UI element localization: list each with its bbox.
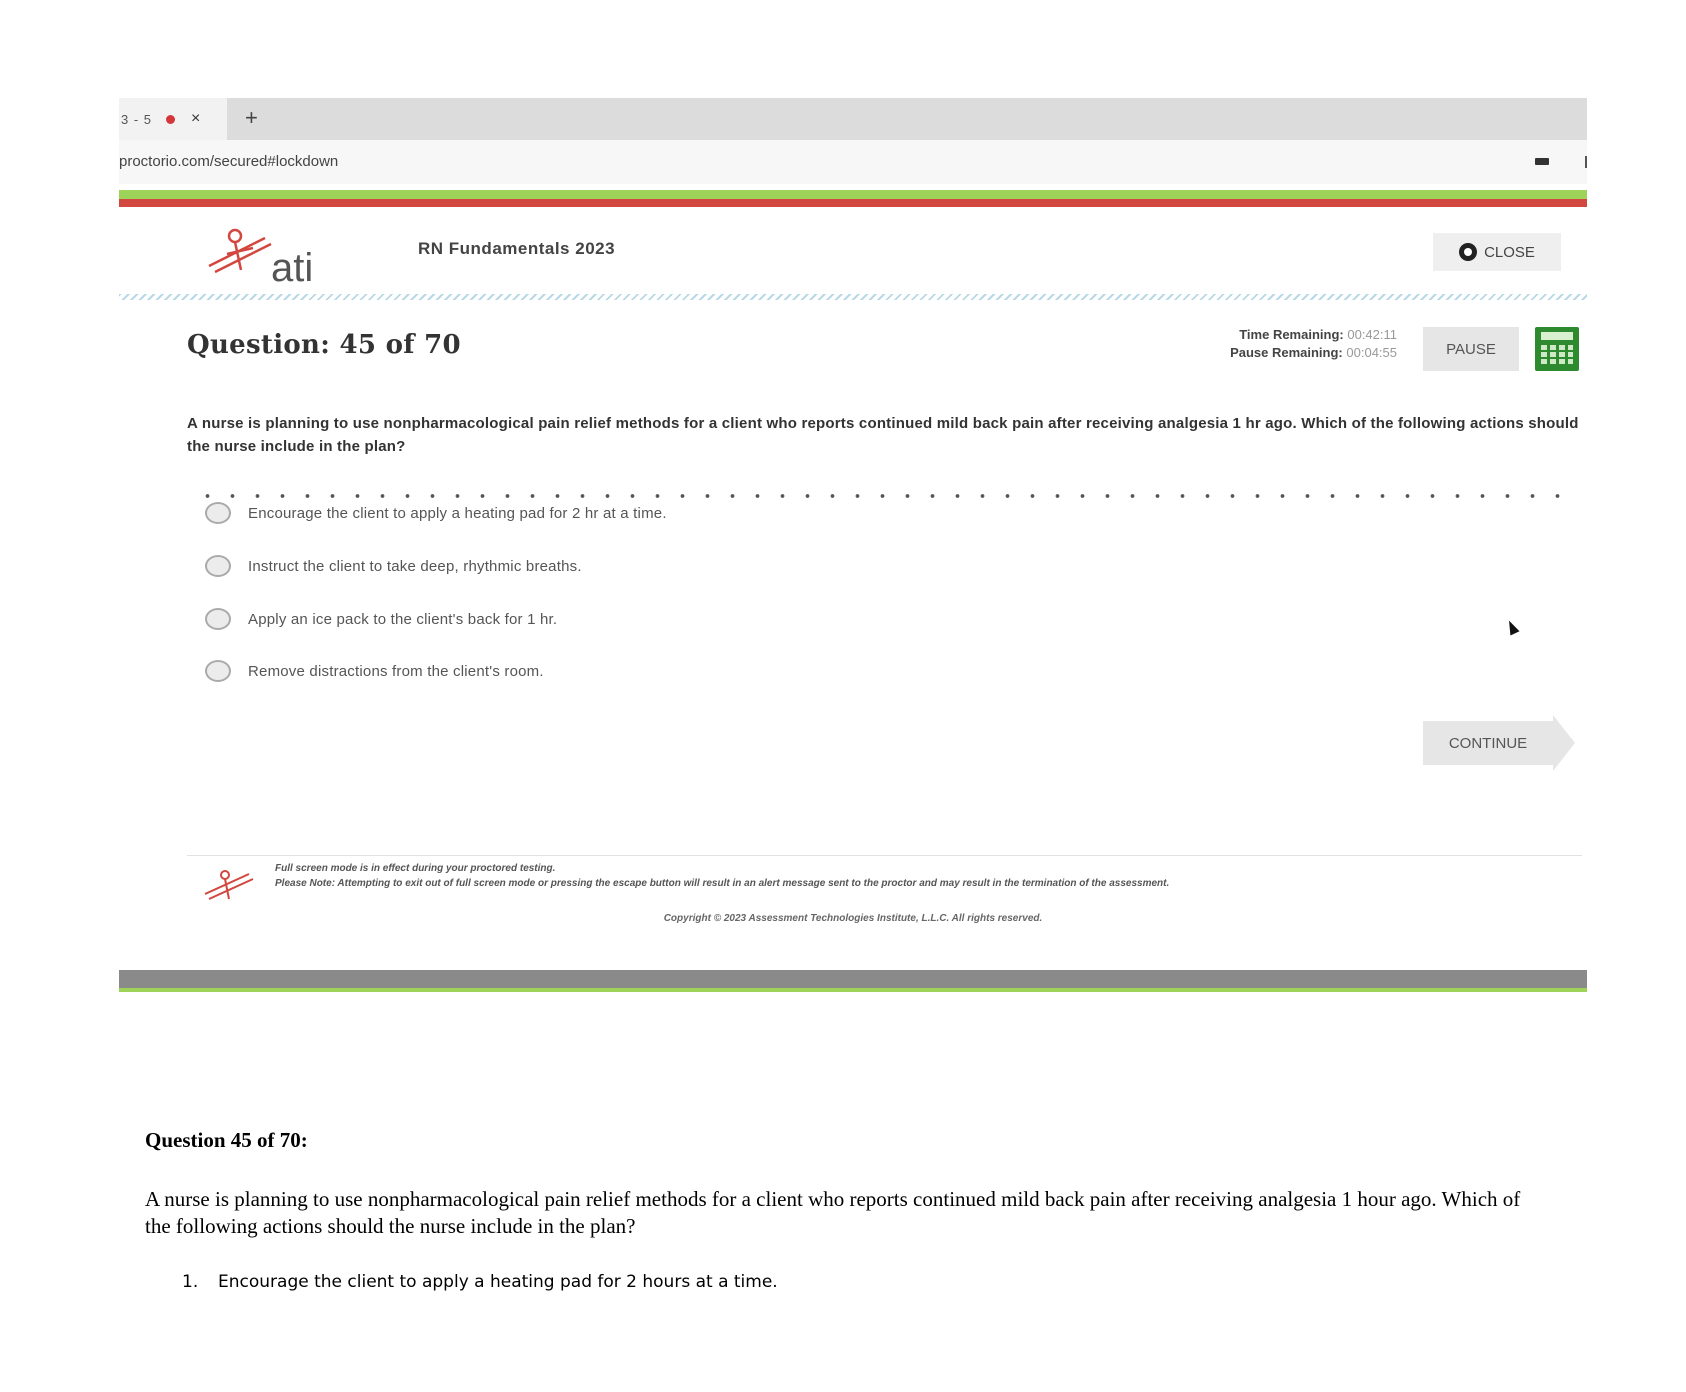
pause-remaining bbox=[1230, 344, 1397, 362]
answer-option-text: Encourage the client to apply a heating pad for 2 hr at a time. bbox=[248, 504, 667, 522]
time-remaining-label: Time Remaining: bbox=[1239, 327, 1344, 342]
calculator-icon[interactable] bbox=[1535, 327, 1579, 371]
continue-button[interactable] bbox=[1423, 715, 1575, 771]
bottom-bar bbox=[119, 970, 1587, 988]
url-text: proctorio.com/secured#lockdown bbox=[119, 153, 339, 170]
answer-option-text: Apply an ice pack to the client's back for 1 hr. bbox=[248, 610, 558, 628]
exam-screenshot bbox=[119, 98, 1587, 1068]
footer-warning: Please Note: Attempting to exit out of full screen mode or pressing the escape button will result in an alert message sent to the proctor and may result in the termination of the assessment. bbox=[275, 878, 1170, 889]
new-tab-button[interactable]: + bbox=[245, 105, 258, 130]
doc-option-text: Encourage the client to apply a heating pad for 2 hours at a time. bbox=[218, 1272, 778, 1292]
browser-tab-bar bbox=[119, 98, 1587, 140]
answer-option-3[interactable] bbox=[205, 604, 557, 634]
pause-button[interactable]: PAUSE bbox=[1423, 327, 1519, 371]
radio-button[interactable] bbox=[205, 608, 231, 630]
logo-text: ati bbox=[271, 246, 314, 286]
continue-label: CONTINUE bbox=[1423, 721, 1553, 765]
footer-divider bbox=[187, 855, 1582, 856]
doc-answer-option bbox=[182, 1272, 778, 1292]
radio-button[interactable] bbox=[205, 502, 231, 524]
bottom-green-stripe bbox=[119, 988, 1587, 992]
tab-title: 3 - 5 bbox=[121, 111, 153, 127]
mouse-cursor-icon bbox=[1505, 619, 1520, 636]
footer-fullscreen-note: Full screen mode is in effect during your proctored testing. bbox=[275, 863, 556, 874]
radio-button[interactable] bbox=[205, 660, 231, 682]
ati-logo bbox=[205, 226, 345, 286]
header-divider bbox=[119, 294, 1587, 300]
close-button[interactable] bbox=[1433, 233, 1561, 271]
pause-remaining-label: Pause Remaining: bbox=[1230, 345, 1343, 360]
extension-icon[interactable] bbox=[1535, 158, 1549, 165]
pause-remaining-value: 00:04:55 bbox=[1346, 345, 1397, 360]
address-bar[interactable] bbox=[119, 140, 1587, 184]
time-remaining bbox=[1230, 326, 1397, 344]
close-label: CLOSE bbox=[1484, 243, 1535, 261]
time-remaining-value: 00:42:11 bbox=[1347, 327, 1397, 342]
timers bbox=[1230, 326, 1397, 362]
continue-arrow-icon bbox=[1553, 715, 1575, 771]
answer-option-text: Remove distractions from the client's room. bbox=[248, 662, 544, 680]
app-title: RN Fundamentals 2023 bbox=[418, 239, 616, 258]
red-stripe bbox=[119, 199, 1587, 207]
tab-close-icon[interactable]: × bbox=[191, 110, 201, 127]
doc-question-heading: Question 45 of 70: bbox=[145, 1128, 308, 1152]
answer-option-4[interactable] bbox=[205, 656, 544, 686]
footer-copyright: Copyright © 2023 Assessment Technologies Institute, L.L.C. All rights reserved. bbox=[663, 913, 1043, 924]
radio-button[interactable] bbox=[205, 555, 231, 577]
record-icon bbox=[166, 115, 175, 124]
question-heading: Question: 45 of 70 bbox=[187, 330, 461, 360]
ati-footer-logo bbox=[203, 868, 255, 902]
close-icon bbox=[1459, 243, 1477, 261]
doc-question-stem: A nurse is planning to use nonpharmacological pain relief methods for a client who reports continued mild back pain after receiving analgesia 1 hour ago. Which of the following actions should the nurse include in the plan? bbox=[145, 1187, 1521, 1238]
answer-option-2[interactable] bbox=[205, 551, 582, 581]
question-stem: A nurse is planning to use nonpharmacological pain relief methods for a client who reports continued mild back pain after receiving analgesia 1 hr ago. Which of the following actions should the nurse include in the plan? bbox=[187, 415, 1579, 455]
browser-menu-icon[interactable] bbox=[1585, 156, 1587, 168]
green-stripe bbox=[119, 190, 1587, 199]
answer-option-text: Instruct the client to take deep, rhythmic breaths. bbox=[248, 557, 582, 575]
doc-option-number: 1. bbox=[182, 1272, 199, 1292]
browser-tab[interactable] bbox=[119, 98, 227, 140]
answer-option-1[interactable] bbox=[205, 498, 667, 528]
